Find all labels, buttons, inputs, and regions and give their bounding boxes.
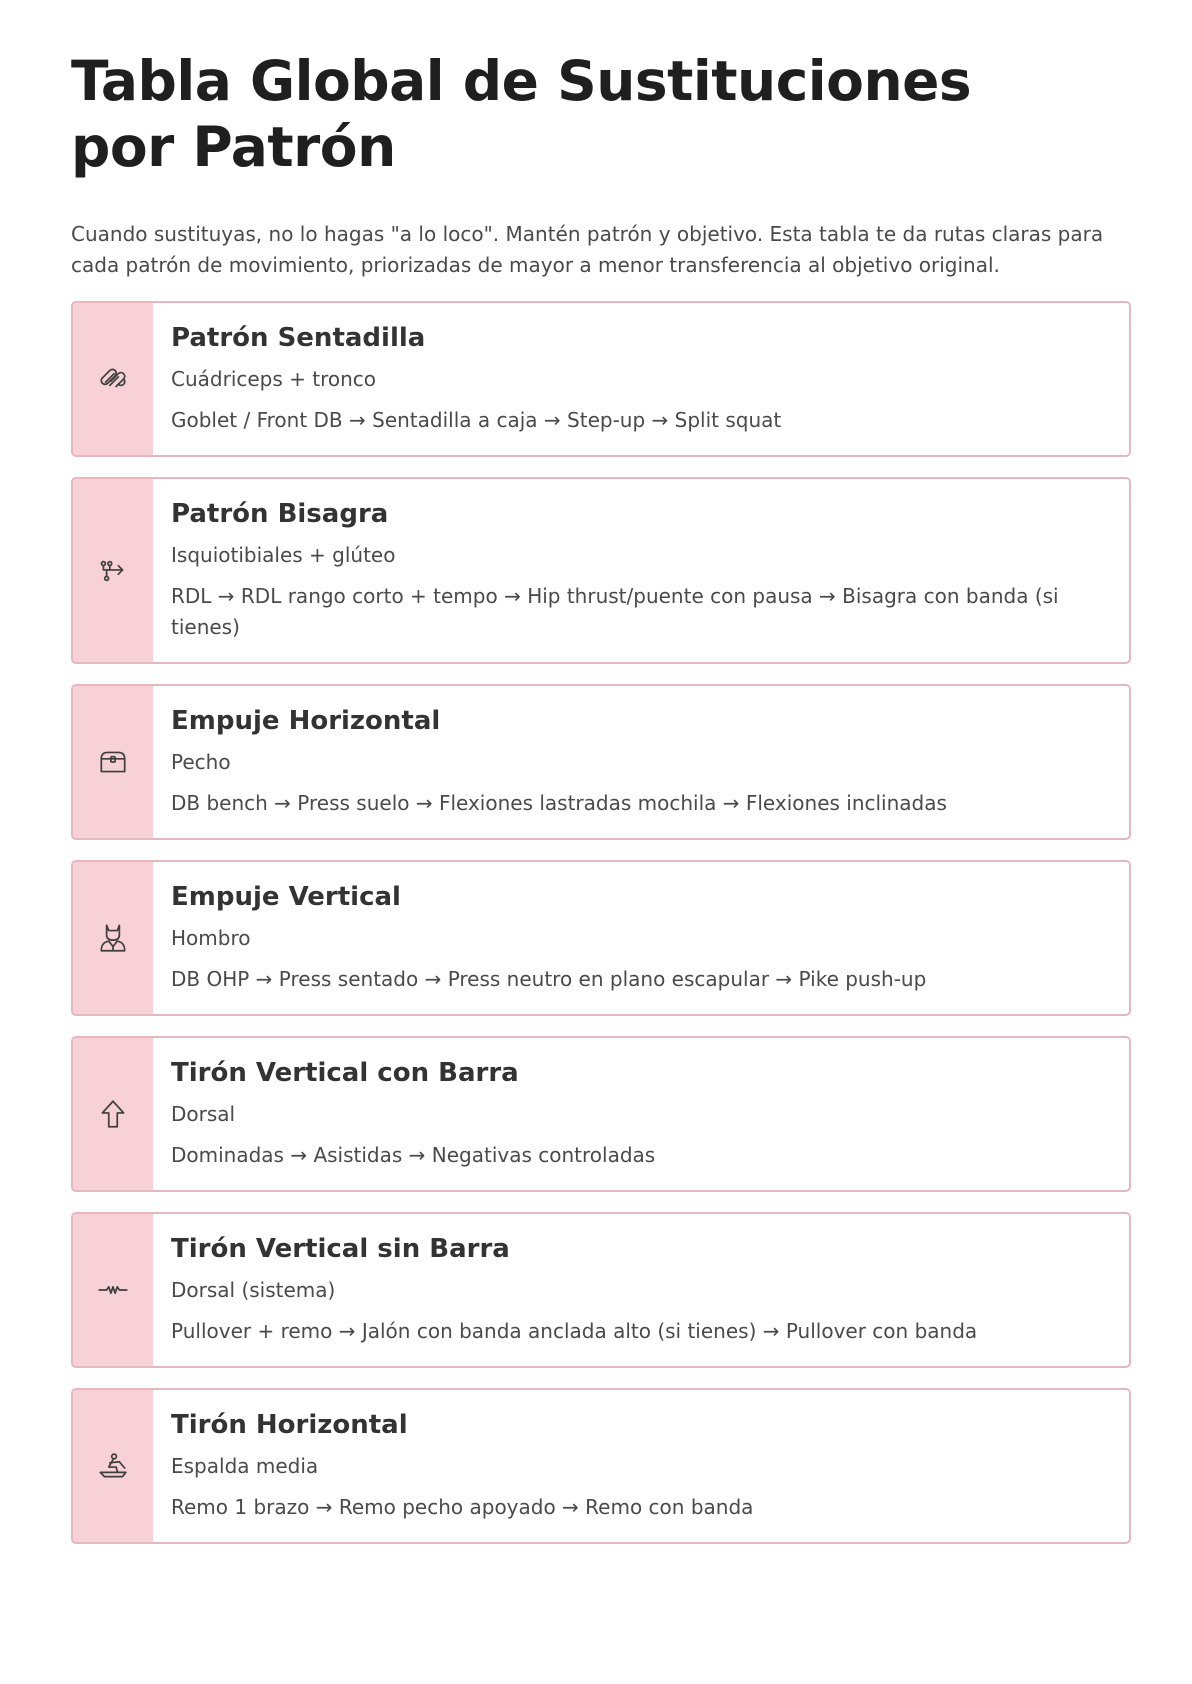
card-title: Tirón Horizontal (171, 1410, 408, 1440)
card-icon-column (73, 862, 153, 1014)
rowing-icon (96, 1449, 130, 1483)
squarespace-logo-icon (96, 362, 130, 396)
card-route: DB OHP → Press sentado → Press neutro en plano escapular → Pike push-up (171, 967, 927, 991)
card-title: Empuje Vertical (171, 882, 401, 912)
pattern-card (71, 1388, 1131, 1544)
card-content (153, 479, 1129, 662)
card-target: Hombro (171, 926, 251, 950)
card-icon-column (73, 686, 153, 838)
card-content (153, 303, 1129, 455)
branch-arrow-icon (96, 554, 130, 588)
card-route: RDL → RDL rango corto + tempo → Hip thrust/puente con pausa → Bisagra con banda (si tienes) (171, 584, 1059, 639)
pattern-card (71, 477, 1131, 664)
page-title: Tabla Global de Sustituciones por Patrón (71, 49, 972, 179)
card-target: Isquiotibiales + glúteo (171, 543, 396, 567)
card-route: Dominadas → Asistidas → Negativas controladas (171, 1143, 656, 1167)
card-content (153, 1390, 1129, 1542)
card-target: Dorsal (171, 1102, 236, 1126)
card-route: Pullover + remo → Jalón con banda anclada alto (si tienes) → Pullover con banda (171, 1319, 978, 1343)
card-title: Tirón Vertical sin Barra (171, 1234, 510, 1264)
card-title: Empuje Horizontal (171, 706, 441, 736)
arrow-up-icon (96, 1097, 130, 1131)
card-content (153, 1214, 1129, 1366)
card-title: Tirón Vertical con Barra (171, 1058, 519, 1088)
pattern-card (71, 301, 1131, 457)
card-title: Patrón Bisagra (171, 499, 389, 529)
card-content (153, 686, 1129, 838)
card-content (153, 1038, 1129, 1190)
pattern-card (71, 1212, 1131, 1368)
pattern-list (71, 301, 1131, 1544)
person-cat-icon (96, 921, 130, 955)
card-target: Espalda media (171, 1454, 319, 1478)
card-route: DB bench → Press suelo → Flexiones lastradas mochila → Flexiones inclinadas (171, 791, 947, 815)
card-target: Cuádriceps + tronco (171, 367, 377, 391)
card-route: Remo 1 brazo → Remo pecho apoyado → Remo con banda (171, 1495, 754, 1519)
pattern-card (71, 684, 1131, 840)
card-icon-column (73, 1214, 153, 1366)
card-icon-column (73, 303, 153, 455)
treasure-chest-icon (96, 745, 130, 779)
card-target: Dorsal (sistema) (171, 1278, 336, 1302)
pattern-card (71, 1036, 1131, 1192)
card-route: Goblet / Front DB → Sentadilla a caja → Step-up → Split squat (171, 408, 782, 432)
card-icon-column (73, 1038, 153, 1190)
pattern-card (71, 860, 1131, 1016)
card-content (153, 862, 1129, 1014)
card-title: Patrón Sentadilla (171, 323, 426, 353)
resistor-icon (96, 1273, 130, 1307)
card-target: Pecho (171, 750, 231, 774)
intro-paragraph: Cuando sustituyas, no lo hagas "a lo loco". Mantén patrón y objetivo. Esta tabla te da rutas claras para cada patrón de movimiento, priorizadas de mayor a menor transferencia al objetivo original. (71, 222, 1104, 277)
card-icon-column (73, 479, 153, 662)
card-icon-column (73, 1390, 153, 1542)
